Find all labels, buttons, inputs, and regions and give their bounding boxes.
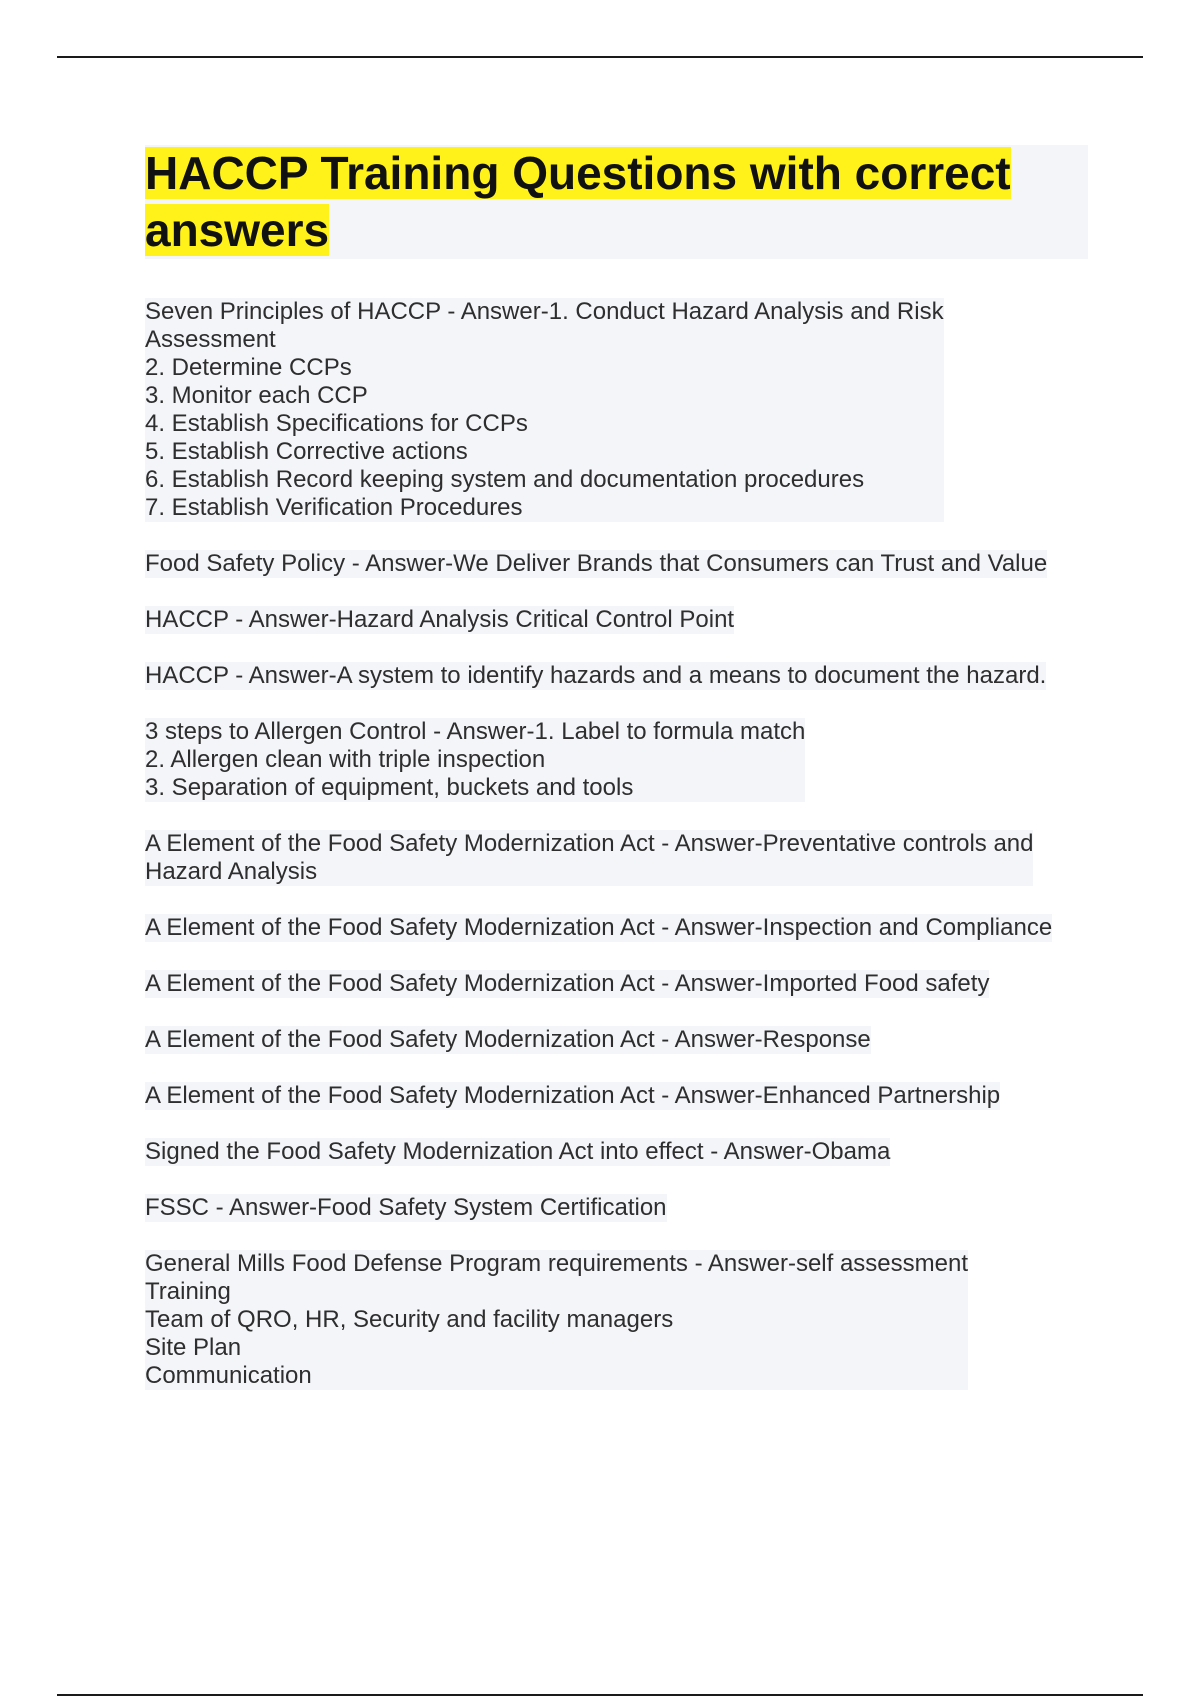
qa-separator: - bbox=[426, 718, 447, 745]
qa-separator: - bbox=[703, 1138, 724, 1165]
qa-answer: Answer-We Deliver Brands that Consumers can Trust and Value bbox=[365, 550, 1048, 577]
qa-separator: - bbox=[209, 1194, 230, 1221]
qa-answer: Answer-Inspection and Compliance bbox=[674, 914, 1053, 941]
qa-question: General Mills Food Defense Program requirements bbox=[145, 1250, 688, 1277]
qa-separator: - bbox=[654, 1026, 675, 1053]
qa-question: FSSC bbox=[145, 1194, 210, 1221]
qa-item bbox=[145, 1082, 1000, 1110]
qa-question: A Element of the Food Safety Modernization Act bbox=[145, 1082, 655, 1109]
qa-answer: Answer-1. Label to formula match 2. Allergen clean with triple inspection 3. Separation of equipment, buckets and tools bbox=[145, 718, 806, 801]
qa-separator: - bbox=[345, 550, 366, 577]
qa-question: A Element of the Food Safety Modernization Act bbox=[145, 830, 655, 857]
bottom-rule bbox=[57, 1694, 1143, 1696]
qa-separator: - bbox=[687, 1250, 708, 1277]
qa-answer: Answer-Obama bbox=[723, 1138, 891, 1165]
qa-answer: Answer-1. Conduct Hazard Analysis and Risk Assessment 2. Determine CCPs 3. Monitor each CCP 4. Establish Specifications for CCPs 5. Establish Corrective actions 6. Establish Record keeping system and documentation procedures 7. Establish Verification Procedures bbox=[145, 298, 944, 521]
title-block bbox=[145, 145, 1088, 259]
qa-question: A Element of the Food Safety Modernization Act bbox=[145, 914, 655, 941]
qa-item bbox=[145, 550, 1047, 578]
qa-item bbox=[145, 606, 734, 634]
qa-separator: - bbox=[228, 662, 249, 689]
qa-answer: Answer-Enhanced Partnership bbox=[674, 1082, 1001, 1109]
qa-question: 3 steps to Allergen Control bbox=[145, 718, 427, 745]
qa-item bbox=[145, 1194, 667, 1222]
page-title-text: HACCP Training Questions with correct answers bbox=[145, 147, 1011, 256]
qa-question: A Element of the Food Safety Modernization Act bbox=[145, 1026, 655, 1053]
qa-item bbox=[145, 662, 1046, 690]
qa-separator: - bbox=[654, 970, 675, 997]
qa-question: Seven Principles of HACCP bbox=[145, 298, 441, 325]
top-rule bbox=[57, 56, 1143, 58]
qa-answer: Answer-A system to identify hazards and a means to document the hazard. bbox=[248, 662, 1047, 689]
qa-question: Food Safety Policy bbox=[145, 550, 346, 577]
qa-answer: Answer-Response bbox=[674, 1026, 871, 1053]
qa-separator: - bbox=[654, 1082, 675, 1109]
qa-item bbox=[145, 914, 1052, 942]
qa-item bbox=[145, 718, 805, 802]
qa-answer: Answer-Imported Food safety bbox=[674, 970, 990, 997]
qa-item bbox=[145, 1026, 871, 1054]
qa-item bbox=[145, 298, 944, 522]
qa-separator: - bbox=[654, 830, 675, 857]
qa-answer: Answer-Preventative controls and Hazard Analysis bbox=[145, 830, 1034, 885]
qa-question: Signed the Food Safety Modernization Act into effect bbox=[145, 1138, 704, 1165]
qa-answer: Answer-Hazard Analysis Critical Control Point bbox=[248, 606, 735, 633]
qa-answer: Answer-Food Safety System Certification bbox=[229, 1194, 667, 1221]
qa-separator: - bbox=[228, 606, 249, 633]
qa-item bbox=[145, 1138, 890, 1166]
qa-item bbox=[145, 1250, 968, 1390]
qa-answer: Answer-self assessment Training Team of QRO, HR, Security and facility managers Site Plan Communication bbox=[145, 1250, 969, 1389]
qa-separator: - bbox=[654, 914, 675, 941]
qa-separator: - bbox=[440, 298, 461, 325]
qa-list bbox=[145, 298, 1105, 1418]
qa-question: HACCP bbox=[145, 606, 229, 633]
page-title bbox=[145, 145, 1088, 259]
qa-question: HACCP bbox=[145, 662, 229, 689]
qa-item bbox=[145, 970, 989, 998]
qa-item bbox=[145, 830, 1033, 886]
qa-question: A Element of the Food Safety Modernization Act bbox=[145, 970, 655, 997]
